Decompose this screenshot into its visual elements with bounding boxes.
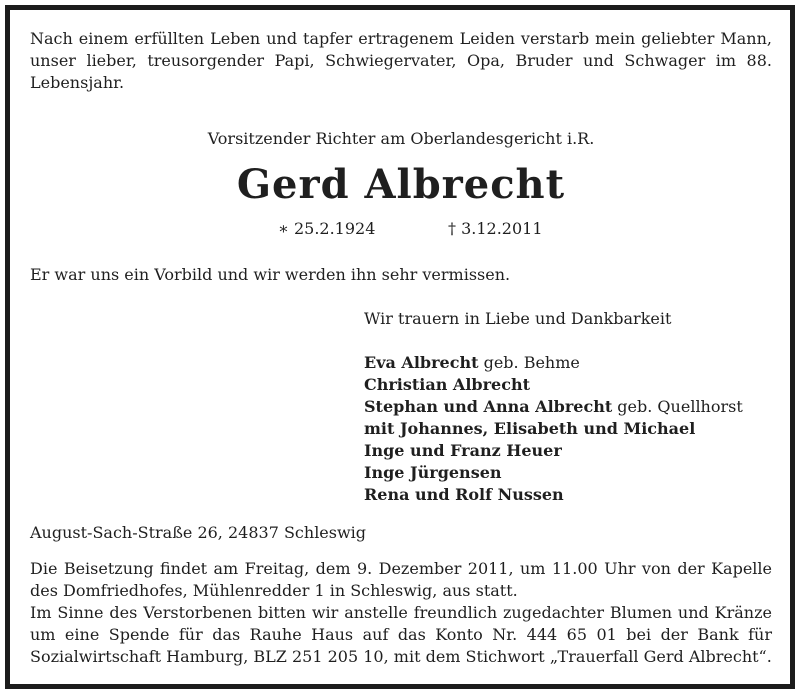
- death-date: † 3.12.2011: [448, 219, 543, 238]
- mourner-name: Rena und Rolf Nussen: [364, 485, 564, 504]
- mourner-entry: [364, 374, 764, 396]
- intro-paragraph: Nach einem erfüllten Leben und tapfer ertragenem Leiden verstarb mein geliebter Mann, unser lieber, treusorgender Papi, Schwiegervater, Opa, Bruder und Schwager im 88. Lebensjahr.: [30, 29, 772, 92]
- mourner-name: Christian Albrecht: [364, 375, 530, 394]
- funeral-paragraph: Die Beisetzung findet am Freitag, dem 9. Dezember 2011, um 11.00 Uhr von der Kapelle des Domfriedhofes, Mühlenredder 1 in Schleswig, aus statt.: [30, 559, 772, 600]
- obituary-content: [30, 28, 772, 666]
- mourners-intro: Wir trauern in Liebe und Dankbarkeit: [364, 309, 672, 328]
- mourner-name: Inge und Franz Heuer: [364, 441, 562, 460]
- mourner-name: Stephan und Anna Albrecht: [364, 397, 613, 416]
- obituary-frame: [5, 5, 795, 689]
- mourner-entry: [364, 418, 764, 440]
- birth-date: ∗ 25.2.1924: [278, 219, 376, 238]
- mourner-entry: [364, 352, 764, 374]
- deceased-role: Vorsitzender Richter am Oberlandesgericht i.R.: [207, 129, 595, 148]
- mourner-entry: [364, 462, 764, 484]
- life-dates: [30, 218, 772, 240]
- tribute-line: Er war uns ein Vorbild und wir werden ihn sehr vermissen.: [30, 265, 511, 284]
- donation-paragraph: Im Sinne des Verstorbenen bitten wir anstelle freundlich zugedachter Blumen und Kränze um eine Spende für das Rauhe Haus auf das Konto Nr. 444 65 01 bei der Bank für Sozialwirtschaft Hamburg, BLZ 251 205 10, mit dem Stichwort „Trauerfall Gerd Albrecht“.: [30, 603, 772, 666]
- mourner-entry: [364, 440, 764, 462]
- address-line: August-Sach-Straße 26, 24837 Schleswig: [30, 523, 367, 542]
- mourner-suffix: geb. Quellhorst: [612, 397, 743, 416]
- mourner-entry: [364, 484, 764, 506]
- mourner-name: Inge Jürgensen: [364, 463, 502, 482]
- mourner-name: Eva Albrecht: [364, 353, 479, 372]
- mourner-entry: [364, 396, 764, 418]
- mourner-name: mit Johannes, Elisabeth und Michael: [364, 419, 696, 438]
- mourner-suffix: geb. Behme: [478, 353, 580, 372]
- deceased-name: Gerd Albrecht: [236, 161, 566, 208]
- mourners-block: [364, 308, 764, 506]
